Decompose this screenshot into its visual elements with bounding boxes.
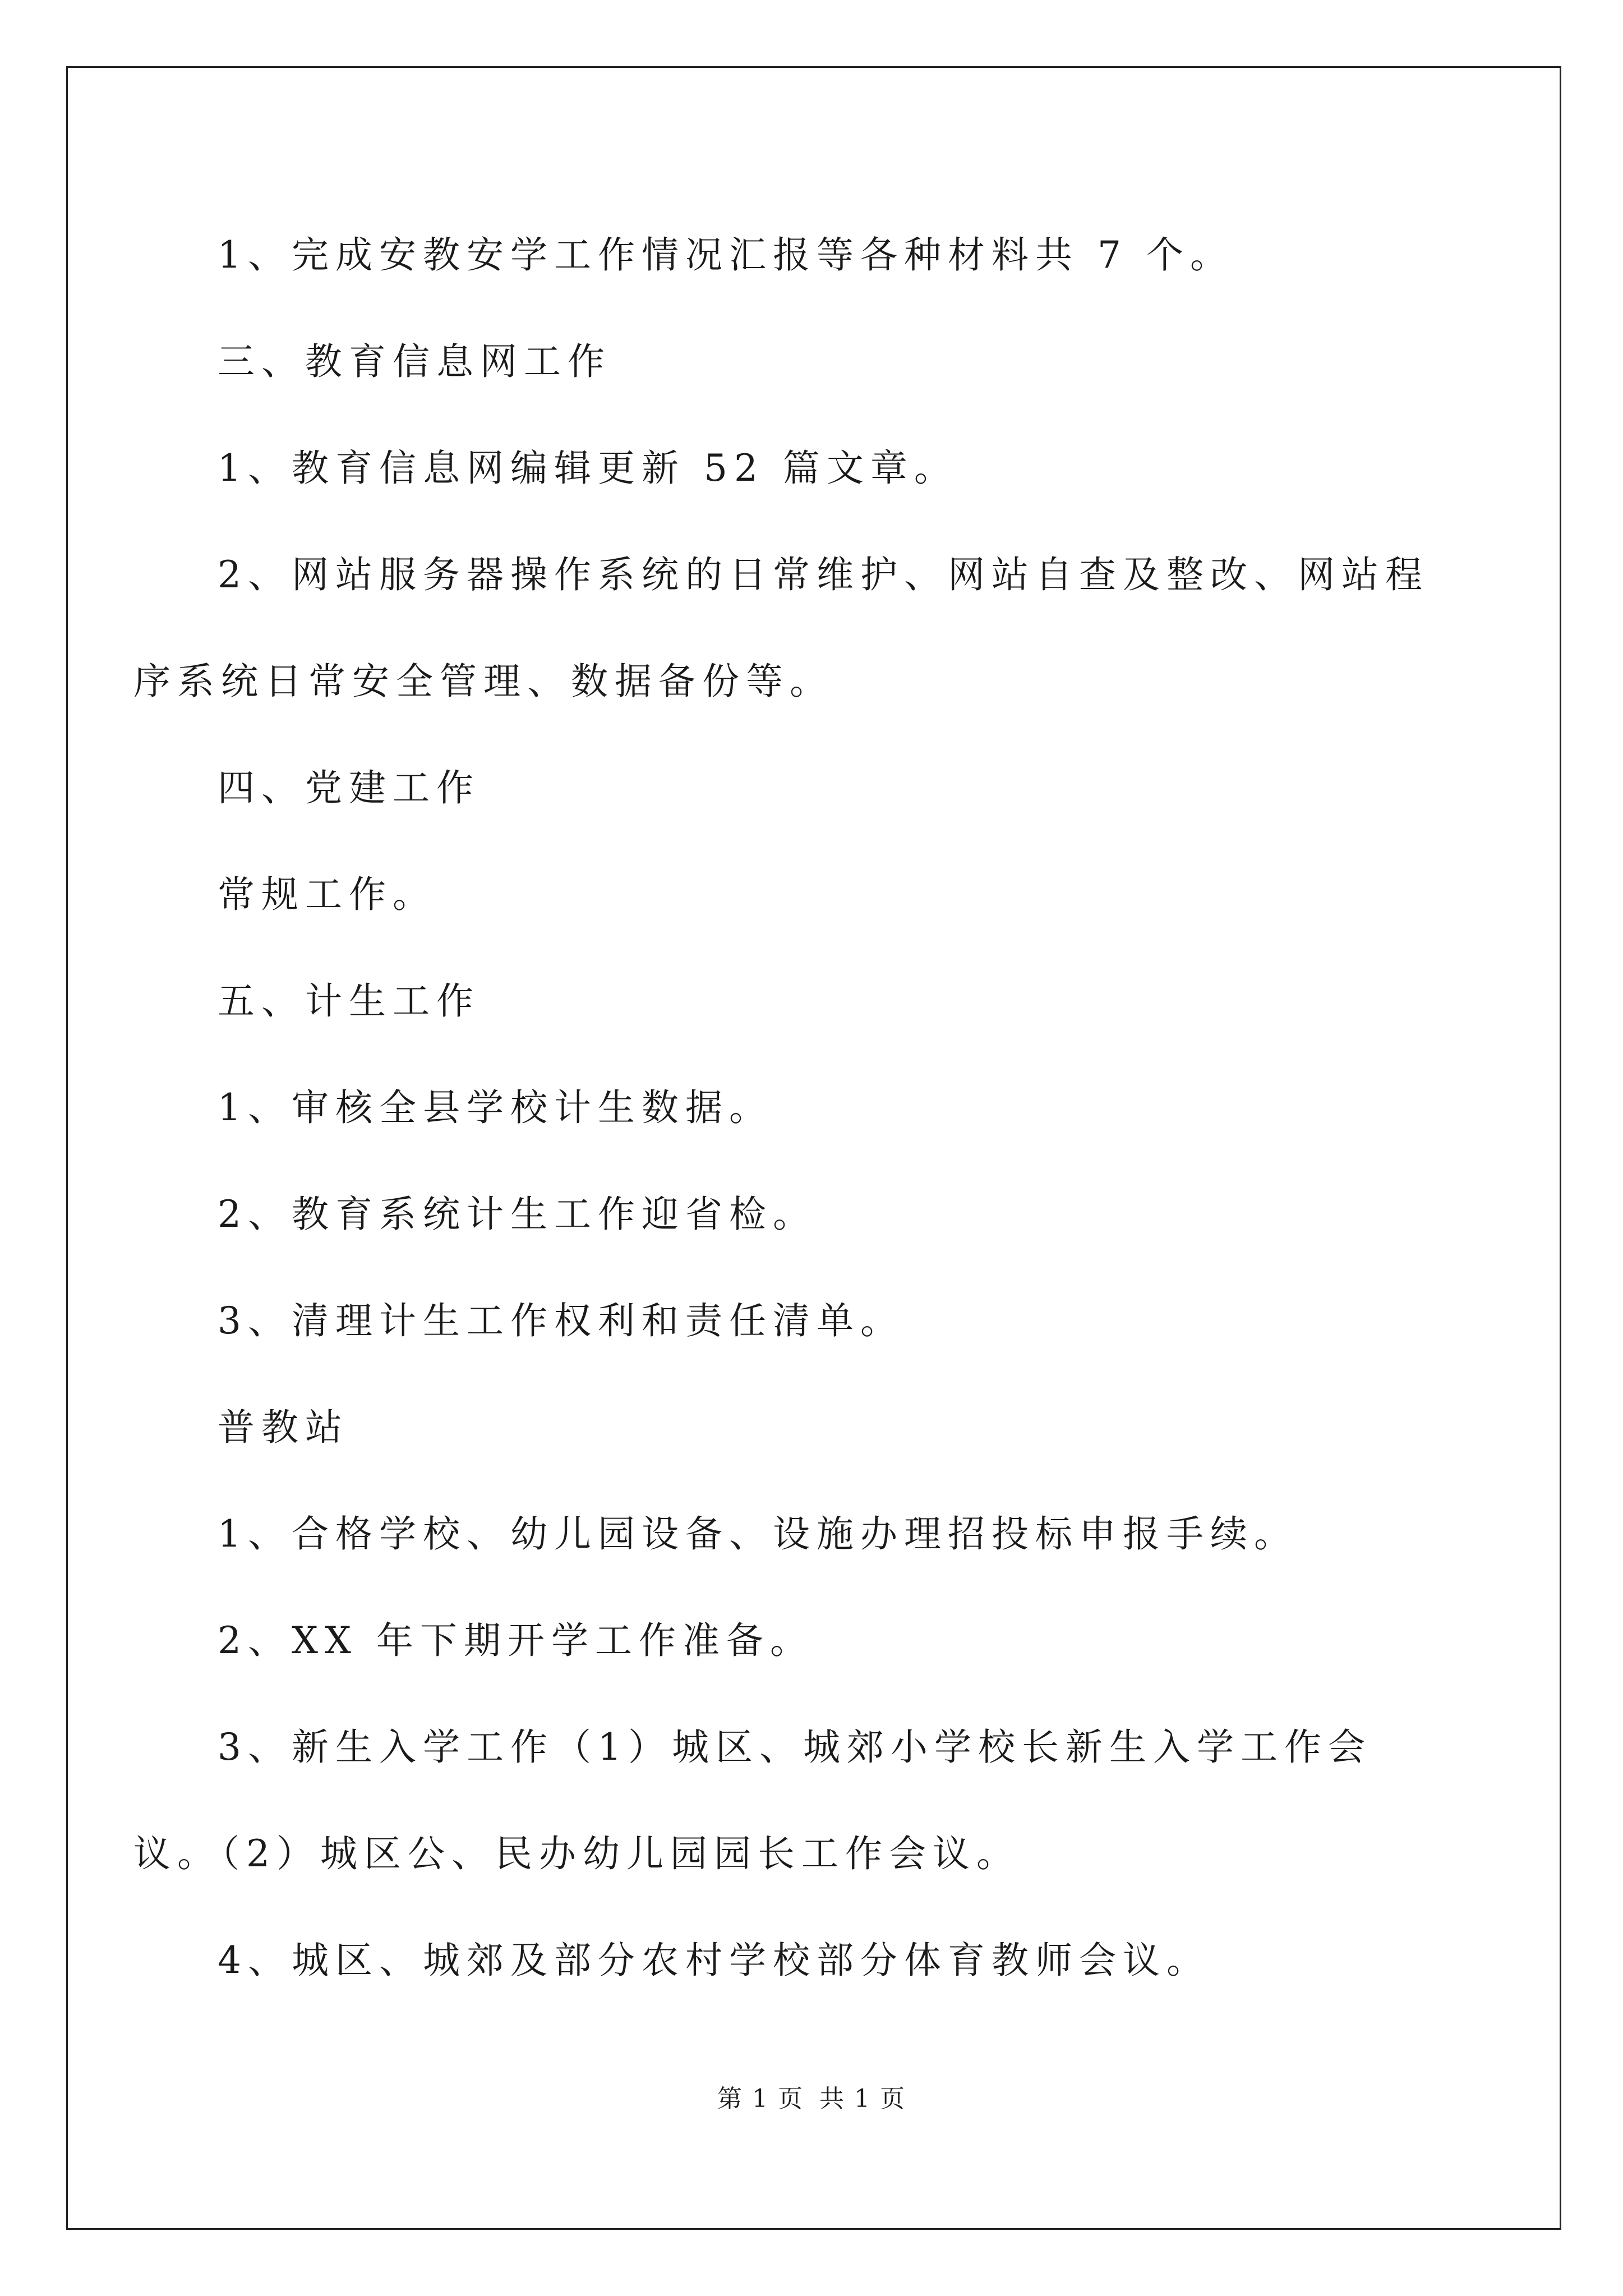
paragraph-item-2: 2、教育系统计生工作迎省检。 [218,1193,817,1236]
section-heading-puji: 普教站 [218,1406,349,1449]
paragraph-item-4: 4、城区、城郊及部分农村学校部分体育教师会议。 [218,1939,1210,1982]
paragraph-item-3: 3、清理计生工作权利和责任清单。 [218,1299,904,1342]
page-total: 共 1 页 [819,2085,906,2113]
page-number: 第 1 页 [717,2085,804,2113]
paragraph-text: 常规工作。 [218,873,436,916]
section-heading-5: 五、计生工作 [218,979,480,1023]
paragraph-item-2: 2、网站服务器操作系统的日常维护、网站自查及整改、网站程序系统日常安全管理、数据备份等。 [133,553,1429,703]
page-footer [0,2078,1623,2114]
section-heading-4: 四、党建工作 [218,766,480,809]
paragraph-item-1: 1、完成安教安学工作情况汇报等各种材料共 7 个。 [218,233,1234,277]
paragraph-item-1: 1、合格学校、幼儿园设备、设施办理招投标申报手续。 [218,1512,1298,1556]
document-body [133,202,1440,2014]
paragraph-item-2: 2、XX 年下期开学工作准备。 [218,1619,814,1662]
paragraph-item-3: 3、新生入学工作（1）城区、城郊小学校长新生入学工作会议。（2）城区公、民办幼儿园园长工作会议。 [133,1726,1372,1875]
section-heading-3: 三、教育信息网工作 [218,340,611,383]
paragraph-item-1: 1、审核全县学校计生数据。 [218,1086,773,1129]
paragraph-item-1: 1、教育信息网编辑更新 52 篇文章。 [218,447,958,490]
